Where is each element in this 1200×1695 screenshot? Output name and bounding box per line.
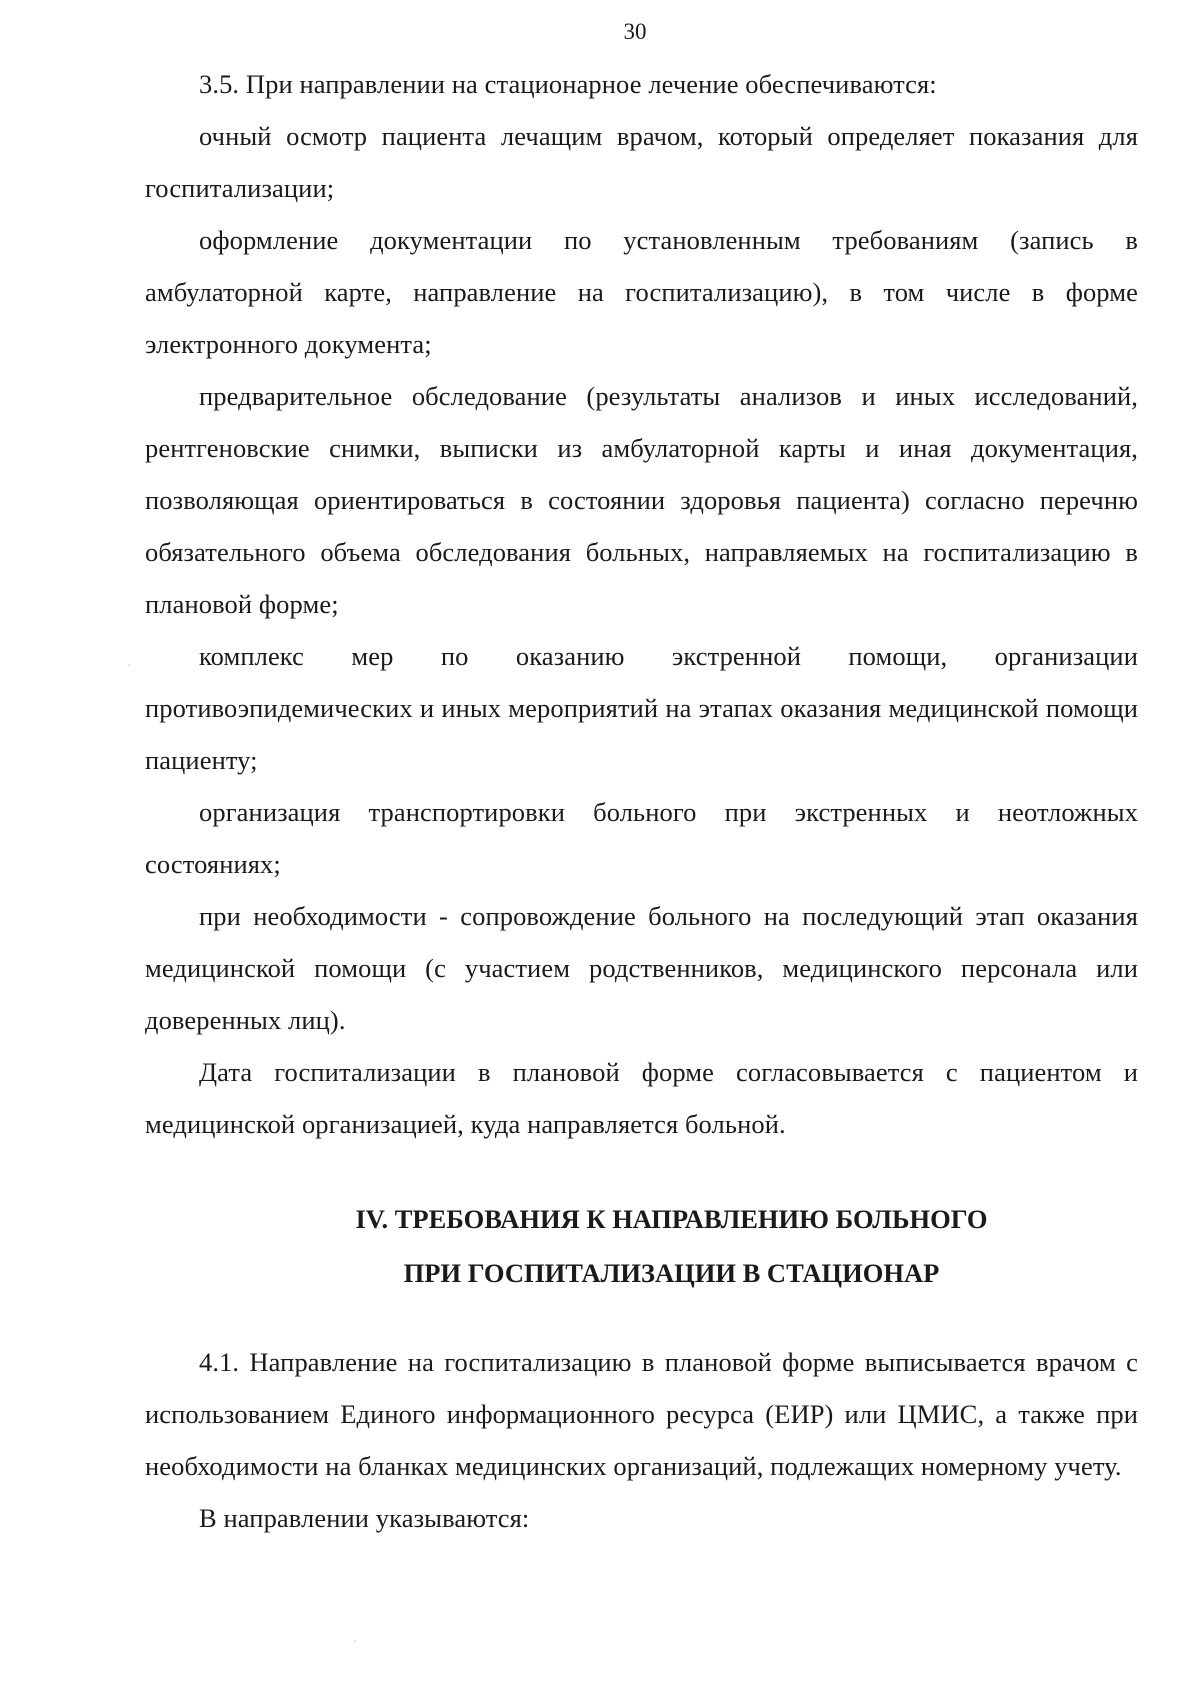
paragraph-documentation: оформление документации по установленным требованиям (запись в амбулаторной карте, направление на госпитализацию), в том числе в форме электронного документа; — [145, 225, 1138, 359]
section-heading-line-2: ПРИ ГОСПИТАЛИЗАЦИИ В СТАЦИОНАР — [403, 1258, 940, 1288]
section-heading — [145, 1192, 1138, 1300]
paragraph-4-1: 4.1. Направление на госпитализацию в плановой форме выписывается врачом с использованием Единого информационного ресурса (ЕИР) или ЦМИС, а также при необходимости на бланках медицинских организаций, подлежащих номерному учету. — [145, 1347, 1138, 1481]
paragraph-transport: организация транспортировки больного при экстренных и неотложных состояниях; — [145, 797, 1138, 879]
paragraph-emergency-measures: комплекс мер по оказанию экстренной помощи, организации противоэпидемических и иных мероприятий на этапах оказания медицинской помощи пациенту; — [145, 641, 1138, 775]
paragraph-3-5-intro: 3.5. При направлении на стационарное лечение обеспечиваются: — [199, 69, 937, 99]
paragraph-referral-contents: В направлении указываются: — [199, 1503, 530, 1533]
paragraph-hospitalization-date: Дата госпитализации в плановой форме согласовывается с пациентом и медицинской организацией, куда направляется больной. — [145, 1057, 1138, 1139]
scan-speck — [128, 664, 130, 666]
document-body — [145, 58, 1138, 1544]
scan-speck — [354, 1640, 356, 1642]
paragraph-examination: очный осмотр пациента лечащим врачом, который определяет показания для госпитализации; — [145, 121, 1138, 203]
paragraph-escort: при необходимости - сопровождение больного на последующий этап оказания медицинской помощи (с участием родственников, медицинского персонала или доверенных лиц). — [145, 901, 1138, 1035]
page-number: 30 — [623, 19, 647, 44]
section-heading-line-1: IV. ТРЕБОВАНИЯ К НАПРАВЛЕНИЮ БОЛЬНОГО — [355, 1204, 988, 1234]
paragraph-preliminary-exam: предварительное обследование (результаты анализов и иных исследований, рентгеновские снимки, выписки из амбулаторной карты и иная документация, позволяющая ориентироваться в состоянии здоровья пациента) согласно перечню обязательного объема обследования больных, направляемых на госпитализацию в плановой форме; — [145, 381, 1138, 619]
